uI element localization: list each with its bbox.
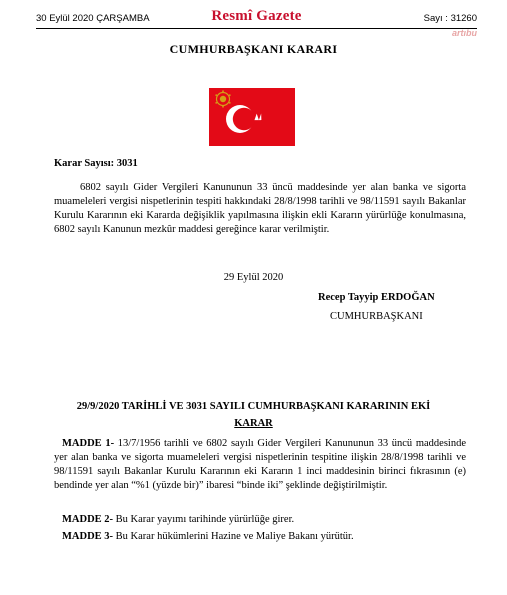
signer-title: CUMHURBAŞKANI <box>330 311 423 322</box>
gazette-title: Resmî Gazete <box>211 8 302 24</box>
article-text: Bu Karar yayımı tarihinde yürürlüğe girer. <box>113 514 295 525</box>
annex-title <box>0 398 507 432</box>
annex-subtitle: KARAR <box>234 418 273 429</box>
header-divider <box>36 28 477 29</box>
issue-number: Sayı : 31260 <box>423 13 477 24</box>
decision-number: Karar Sayısı: 3031 <box>54 158 138 169</box>
article-3 <box>54 530 466 544</box>
article-2 <box>54 513 466 527</box>
issue-date: 30 Eylül 2020 ÇARŞAMBA <box>36 13 150 24</box>
article-label: MADDE 2- <box>62 514 114 525</box>
watermark-text: artıbu <box>451 28 477 38</box>
article-text: 13/7/1956 tarihli ve 6802 sayılı Gider Vergileri Kanununun 33 üncü maddesinde yer alan banka ve sigorta muameleleri vergisi nispetlerinin tespitine ilişkin 28/8/1998 tarihli ve 98/11591 sayılı Bakanlar Kurulu Kararının eki Kararın 1 inci maddesinin birinci fıkrasının (e) bendinde yer alan “%1 (yüzde bir)” ibaresi “binde iki” şeklinde değiştirilmiştir. <box>54 438 466 491</box>
intro-paragraph: 6802 sayılı Gider Vergileri Kanununun 33 üncü maddesinde yer alan banka ve sigorta muameleleri vergisi nispetlerinin tespiti hakkındaki 28/8/1998 tarihli ve 98/11591 sayılı Bakanlar Kurulu Kararının eki Kararda değişiklik yapılmasına ilişkin ekli Kararın yürürlüğe konulmasına, 6802 sayılı Kanunun mezkûr maddesi gereğince karar verilmiştir. <box>54 182 466 235</box>
signature-date: 29 Eylül 2020 <box>223 272 284 283</box>
document-heading: CUMHURBAŞKANI KARARI <box>169 42 338 56</box>
article-label: MADDE 1- <box>62 438 115 449</box>
signer-name: Recep Tayyip ERDOĞAN <box>318 292 435 303</box>
annex-title-line: 29/9/2020 TARİHLİ VE 3031 SAYILI CUMHURBAŞKANI KARARININ EKİ <box>76 401 431 412</box>
gazette-header <box>36 8 477 30</box>
article-label: MADDE 3- <box>62 531 114 542</box>
turkish-flag-icon <box>209 88 295 146</box>
article-text: Bu Karar hükümlerini Hazine ve Maliye Bakanı yürütür. <box>113 531 354 542</box>
article-1 <box>54 437 466 493</box>
